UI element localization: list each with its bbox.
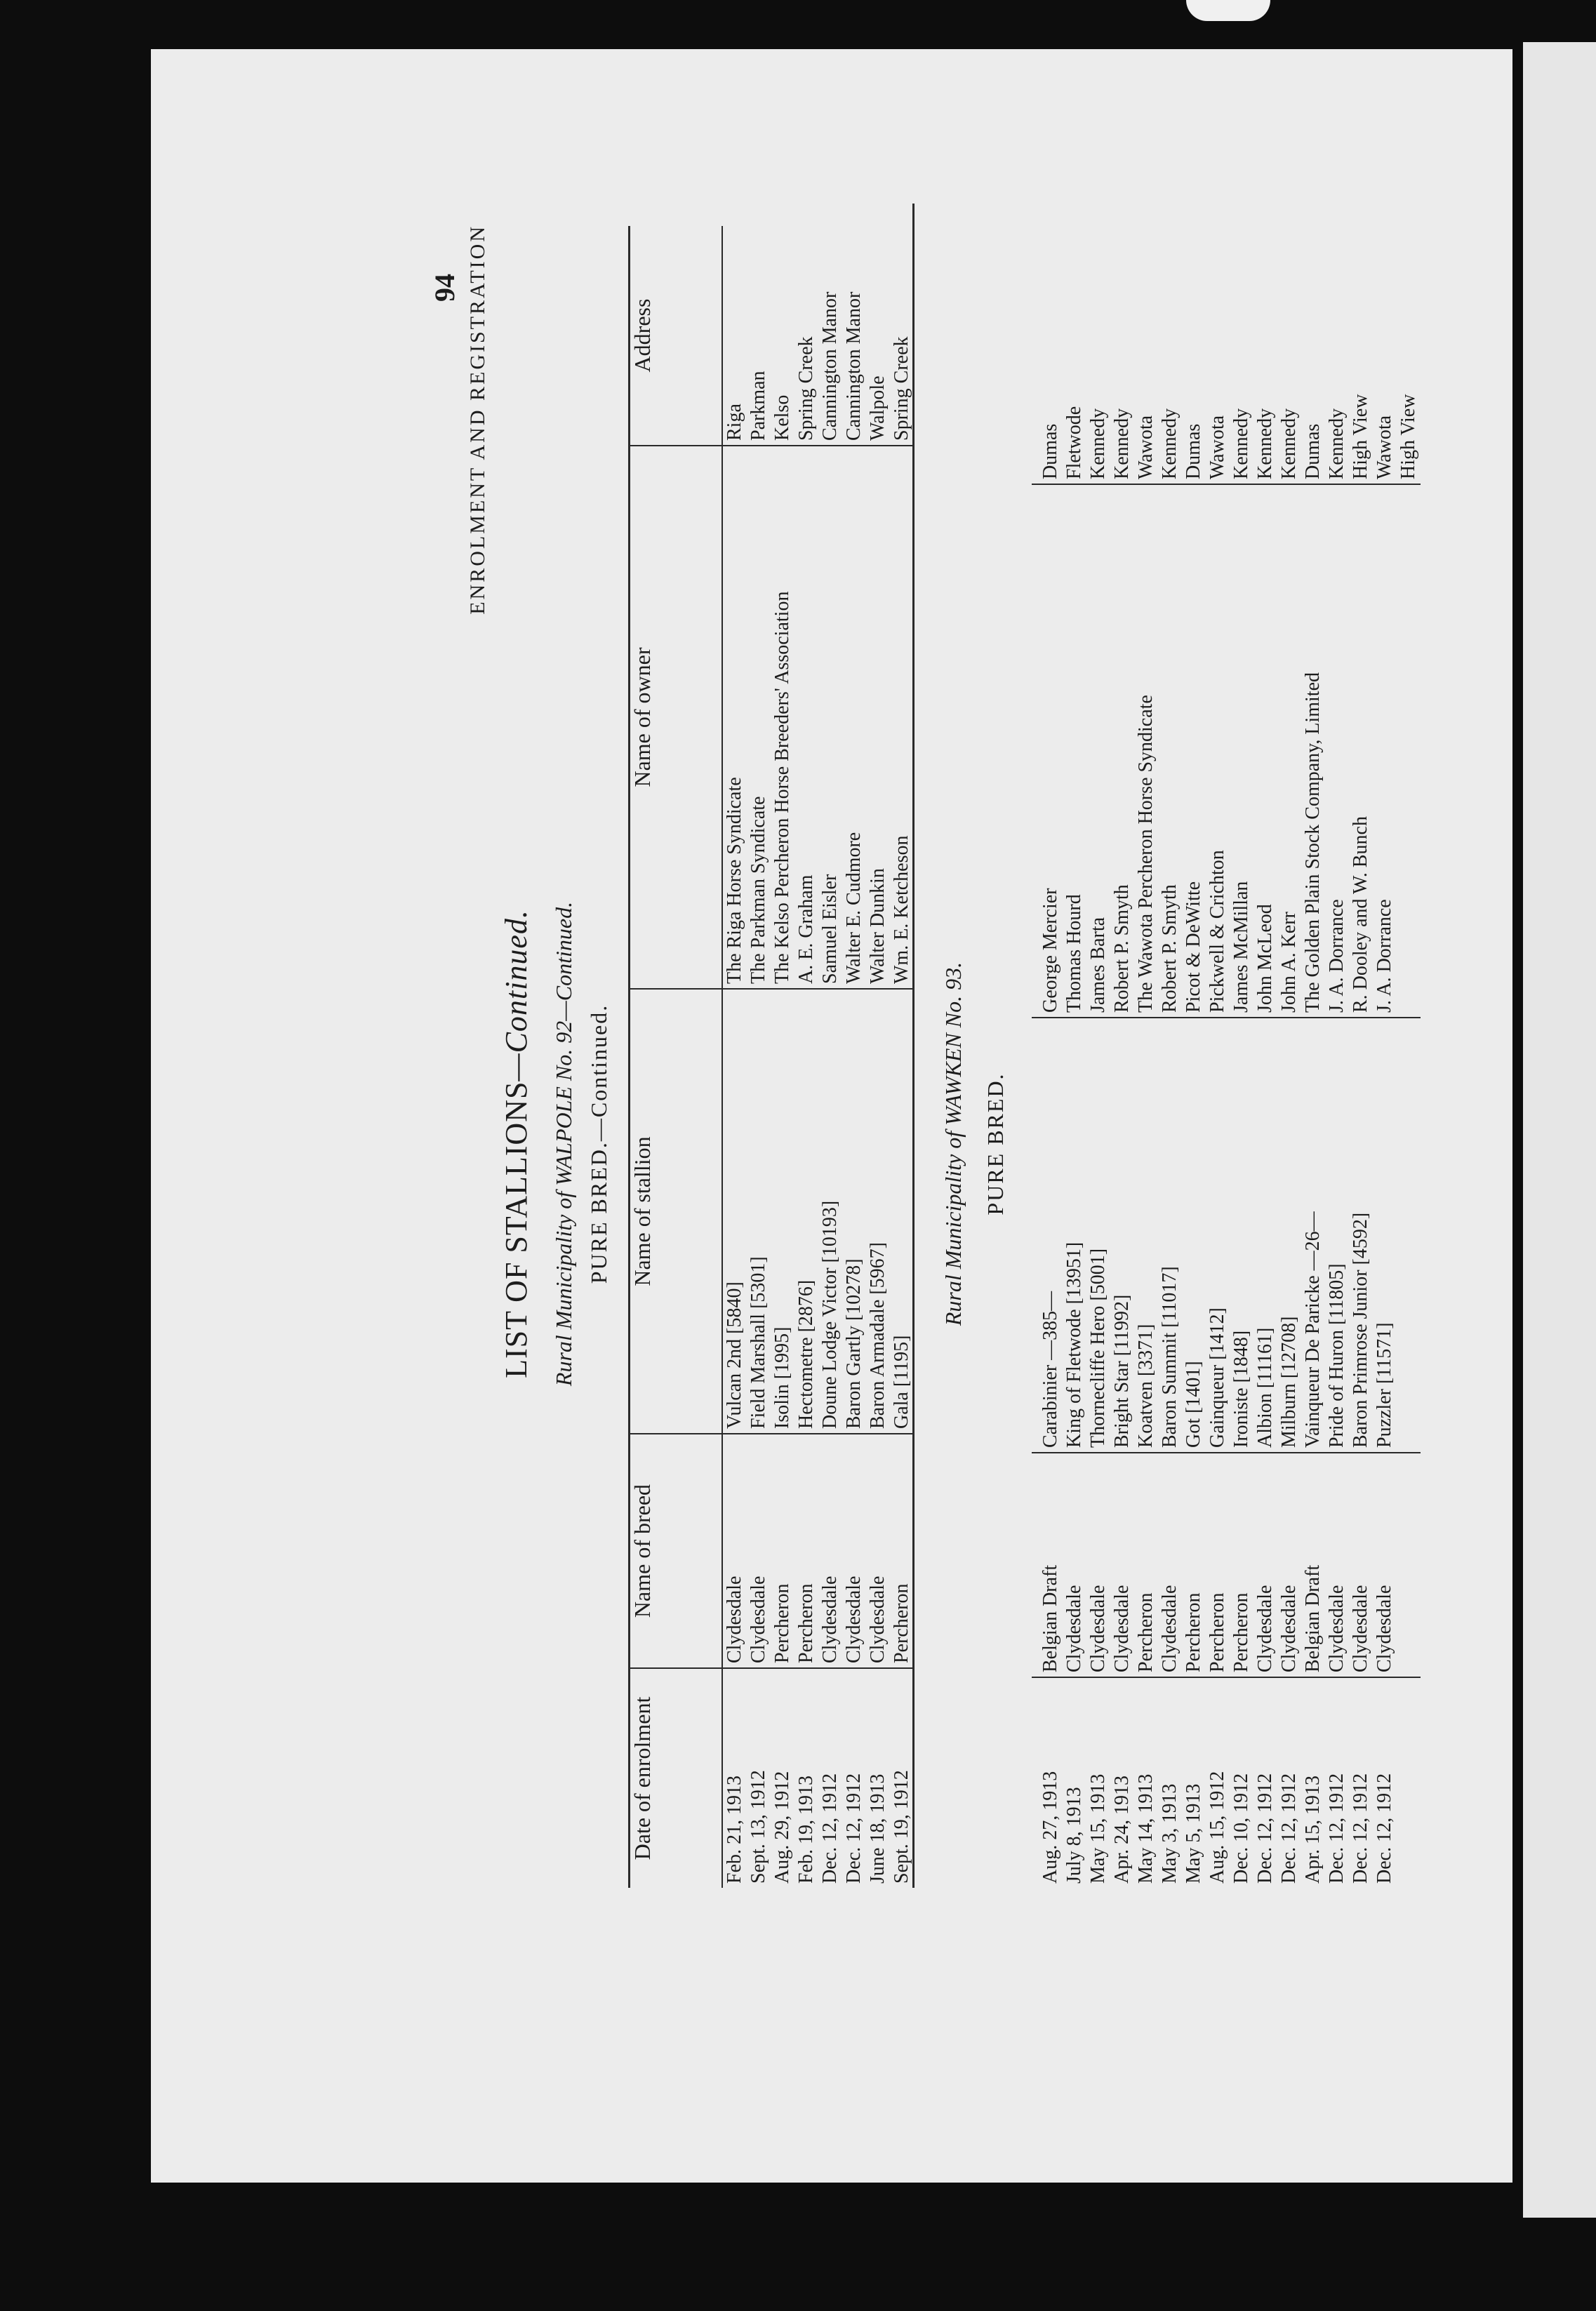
table-row <box>1253 274 1277 1888</box>
cell-address: High View <box>1349 274 1373 484</box>
cell-stallion: Field Marshall [5301] <box>747 989 771 1434</box>
cell-date: Dec. 10, 1912 <box>1230 1773 1252 1884</box>
scan-artifact <box>1186 0 1270 21</box>
cell-address: Cannington Manor <box>842 226 866 446</box>
table-header-row <box>630 226 723 1888</box>
table-row <box>1230 274 1253 1888</box>
table-row <box>1158 274 1182 1888</box>
cell-address: Wawota <box>1206 274 1230 484</box>
cell-date: Dec. 12, 1912 <box>819 1773 841 1884</box>
table-row <box>794 226 818 1888</box>
page-number: 94 <box>429 274 460 302</box>
cell-stallion: Gala [1195] <box>890 989 914 1434</box>
cell-breed: Clydesdale <box>1349 1453 1373 1677</box>
cell-stallion: Thornecliffe Hero [5001] <box>1086 1018 1110 1453</box>
col-header-owner: Name of owner <box>630 446 723 989</box>
cell-stallion: Pride of Huron [11805] <box>1325 1018 1349 1453</box>
section1-class: PURE BRED.—Continued. <box>586 1004 611 1284</box>
table-row <box>818 226 842 1888</box>
cell-date: Dec. 12, 1912 <box>1254 1773 1276 1884</box>
cell-stallion: King of Fletwode [13951] <box>1063 1018 1086 1453</box>
table-row <box>722 226 747 1888</box>
cell-date: Aug. 27, 1913 <box>1039 1771 1061 1884</box>
cell-stallion: Puzzler [11571] <box>1373 1018 1397 1453</box>
cell-owner: Wm. E. Ketcheson <box>890 446 914 989</box>
cell-address: High View <box>1397 274 1421 484</box>
cell-stallion: Milburn [12708] <box>1277 1018 1301 1453</box>
cell-address: Wawota <box>1373 274 1397 484</box>
cell-date: Apr. 24, 1913 <box>1111 1776 1133 1884</box>
table-row <box>1301 274 1325 1888</box>
cell-date: May 3, 1913 <box>1159 1783 1181 1884</box>
col-header-breed: Name of breed <box>630 1434 723 1668</box>
cell-stallion: Koatven [3371] <box>1134 1018 1158 1453</box>
cell-owner: R. Dooley and W. Bunch <box>1349 484 1373 1018</box>
cell-stallion: Isolin [1995] <box>771 989 794 1434</box>
cell-owner: Thomas Hourd <box>1063 484 1086 1018</box>
cell-owner: Robert P. Smyth <box>1110 484 1134 1018</box>
cell-stallion: Carabinier —385— <box>1032 1018 1063 1453</box>
running-head: ENROLMENT AND REGISTRATION <box>466 225 489 615</box>
cell-breed: Clydesdale <box>1373 1453 1397 1677</box>
cell-stallion: Albion [11161] <box>1253 1018 1277 1453</box>
cell-breed: Percheron <box>1230 1453 1253 1677</box>
cell-date: May 14, 1913 <box>1135 1773 1157 1884</box>
table-row <box>1397 274 1421 1888</box>
cell-address: Riga <box>722 226 747 446</box>
table-row <box>1277 274 1301 1888</box>
adjacent-page-edge <box>1523 42 1596 2218</box>
table-row <box>771 226 794 1888</box>
cell-address: Parkman <box>747 226 771 446</box>
cell-owner: The Wawota Percheron Horse Syndicate <box>1134 484 1158 1018</box>
cell-owner: Samuel Eisler <box>818 446 842 989</box>
cell-stallion: Hectometre [2876] <box>794 989 818 1434</box>
table-row <box>747 226 771 1888</box>
cell-date: Sept. 19, 1912 <box>891 1770 912 1884</box>
cell-owner: Walter Dunkin <box>866 446 890 989</box>
table-row <box>866 226 890 1888</box>
cell-breed: Clydesdale <box>722 1434 747 1668</box>
cell-address: Fletwode <box>1063 274 1086 484</box>
cell-address: Wawota <box>1134 274 1158 484</box>
section2-municipality: Rural Municipality of WAWKEN No. 93. <box>940 961 966 1326</box>
cell-owner: The Parkman Syndicate <box>747 446 771 989</box>
cell-breed: Clydesdale <box>747 1434 771 1668</box>
cell-address: Spring Creek <box>890 226 914 446</box>
cell-date: July 8, 1913 <box>1063 1787 1085 1884</box>
cell-breed: Percheron <box>1182 1453 1206 1677</box>
cell-date: Dec. 12, 1912 <box>1350 1773 1371 1884</box>
cell-date: Aug. 29, 1912 <box>771 1771 793 1884</box>
cell-owner: Robert P. Smyth <box>1158 484 1182 1018</box>
cell-date: Sept. 13, 1912 <box>747 1770 769 1884</box>
cell-breed: Clydesdale <box>1086 1453 1110 1677</box>
cell-breed: Percheron <box>794 1434 818 1668</box>
wawken-stallion-table <box>1032 274 1421 1888</box>
table-row <box>1134 274 1158 1888</box>
cell-address: Kennedy <box>1158 274 1182 484</box>
table-row <box>1086 274 1110 1888</box>
col-header-address: Address <box>630 226 723 446</box>
cell-date: Dec. 12, 1912 <box>843 1773 865 1884</box>
cell-date: May 15, 1913 <box>1087 1773 1109 1884</box>
cell-date: May 5, 1913 <box>1183 1783 1204 1884</box>
cell-breed: Clydesdale <box>1158 1453 1182 1677</box>
table-row <box>1373 274 1397 1888</box>
cell-owner: James McMillan <box>1230 484 1253 1018</box>
cell-address: Kennedy <box>1230 274 1253 484</box>
cell-date <box>1397 1677 1421 1888</box>
cell-owner: John McLeod <box>1253 484 1277 1018</box>
table-row <box>1032 274 1063 1888</box>
cell-owner: The Riga Horse Syndicate <box>722 446 747 989</box>
cell-address: Walpole <box>866 226 890 446</box>
cell-date: Aug. 15, 1912 <box>1206 1771 1228 1884</box>
cell-date: Dec. 12, 1912 <box>1326 1773 1348 1884</box>
cell-owner: Pickwell & Crichton <box>1206 484 1230 1018</box>
cell-date: Dec. 12, 1912 <box>1278 1773 1300 1884</box>
cell-stallion: Gainqueur [1412] <box>1206 1018 1230 1453</box>
cell-owner: Walter E. Cudmore <box>842 446 866 989</box>
cell-stallion: Baron Summit [11017] <box>1158 1018 1182 1453</box>
cell-owner <box>1397 484 1421 1018</box>
cell-address: Kennedy <box>1277 274 1301 484</box>
cell-breed: Clydesdale <box>1253 1453 1277 1677</box>
table-row <box>1063 274 1086 1888</box>
cell-breed: Percheron <box>890 1434 914 1668</box>
table-row <box>1349 274 1373 1888</box>
cell-owner: J. A. Dorrance <box>1373 484 1397 1018</box>
table-bottom-rule <box>912 204 915 1888</box>
section1-municipality: Rural Municipality of WALPOLE No. 92—Continued. <box>551 901 576 1387</box>
cell-address: Dumas <box>1301 274 1325 484</box>
table-row <box>1325 274 1349 1888</box>
table-row <box>1110 274 1134 1888</box>
cell-stallion: Vulcan 2nd [5840] <box>722 989 747 1434</box>
cell-breed: Percheron <box>771 1434 794 1668</box>
cell-stallion: Baron Gartly [10278] <box>842 989 866 1434</box>
page-title <box>498 225 534 2063</box>
cell-breed: Belgian Draft <box>1032 1453 1063 1677</box>
cell-stallion: Baron Armadale [5967] <box>866 989 890 1434</box>
cell-date: Feb. 19, 1913 <box>795 1776 817 1884</box>
cell-stallion: Baron Primrose Junior [4592] <box>1349 1018 1373 1453</box>
cell-breed: Clydesdale <box>1325 1453 1349 1677</box>
table-row <box>842 226 866 1888</box>
cell-address: Cannington Manor <box>818 226 842 446</box>
col-header-date: Date of enrolment <box>630 1668 723 1888</box>
cell-breed: Clydesdale <box>866 1434 890 1668</box>
cell-address: Dumas <box>1182 274 1206 484</box>
table-row <box>890 226 914 1888</box>
cell-date: June 18, 1913 <box>867 1773 889 1884</box>
table-row <box>1206 274 1230 1888</box>
cell-stallion: Ironiste [1848] <box>1230 1018 1253 1453</box>
walpole-stallion-table <box>628 226 914 1888</box>
cell-breed: Clydesdale <box>1063 1453 1086 1677</box>
col-header-stallion: Name of stallion <box>630 989 723 1434</box>
cell-date: Dec. 12, 1912 <box>1374 1773 1395 1884</box>
cell-stallion: Bright Star [11992] <box>1110 1018 1134 1453</box>
title-suffix: —Continued. <box>499 910 533 1081</box>
cell-owner: George Mercier <box>1032 484 1063 1018</box>
cell-breed: Clydesdale <box>818 1434 842 1668</box>
cell-stallion: Doune Lodge Victor [10193] <box>818 989 842 1434</box>
section2-class: PURE BRED. <box>983 1072 1008 1216</box>
cell-address: Kelso <box>771 226 794 446</box>
wawken-rows <box>1032 274 1421 1888</box>
cell-address: Spring Creek <box>794 226 818 446</box>
cell-owner: J. A. Dorrance <box>1325 484 1349 1018</box>
cell-breed: Belgian Draft <box>1301 1453 1325 1677</box>
cell-breed <box>1397 1453 1421 1677</box>
cell-owner: John A. Kerr <box>1277 484 1301 1018</box>
cell-breed: Clydesdale <box>1110 1453 1134 1677</box>
cell-breed: Percheron <box>1206 1453 1230 1677</box>
cell-owner: James Barta <box>1086 484 1110 1018</box>
cell-date: Apr. 15, 1913 <box>1302 1776 1324 1884</box>
cell-stallion: Got [1401] <box>1182 1018 1206 1453</box>
cell-date: Feb. 21, 1913 <box>724 1776 745 1884</box>
cell-owner: The Kelso Percheron Horse Breeders' Association <box>771 446 794 989</box>
cell-breed: Clydesdale <box>842 1434 866 1668</box>
title-main: LIST OF STALLIONS <box>499 1081 533 1378</box>
walpole-rows <box>722 226 914 1888</box>
cell-address: Kennedy <box>1253 274 1277 484</box>
cell-owner: Picot & DeWitte <box>1182 484 1206 1018</box>
cell-address: Kennedy <box>1086 274 1110 484</box>
cell-address: Kennedy <box>1110 274 1134 484</box>
cell-stallion: Vainqueur De Paricke —26— <box>1301 1018 1325 1453</box>
cell-breed: Percheron <box>1134 1453 1158 1677</box>
cell-owner: The Golden Plain Stock Company, Limited <box>1301 484 1325 1018</box>
cell-stallion <box>1397 1018 1421 1453</box>
cell-owner: A. E. Graham <box>794 446 818 989</box>
table-row <box>1182 274 1206 1888</box>
rotated-page-content <box>428 225 1453 2063</box>
cell-breed: Clydesdale <box>1277 1453 1301 1677</box>
cell-address: Kennedy <box>1325 274 1349 484</box>
cell-address: Dumas <box>1032 274 1063 484</box>
